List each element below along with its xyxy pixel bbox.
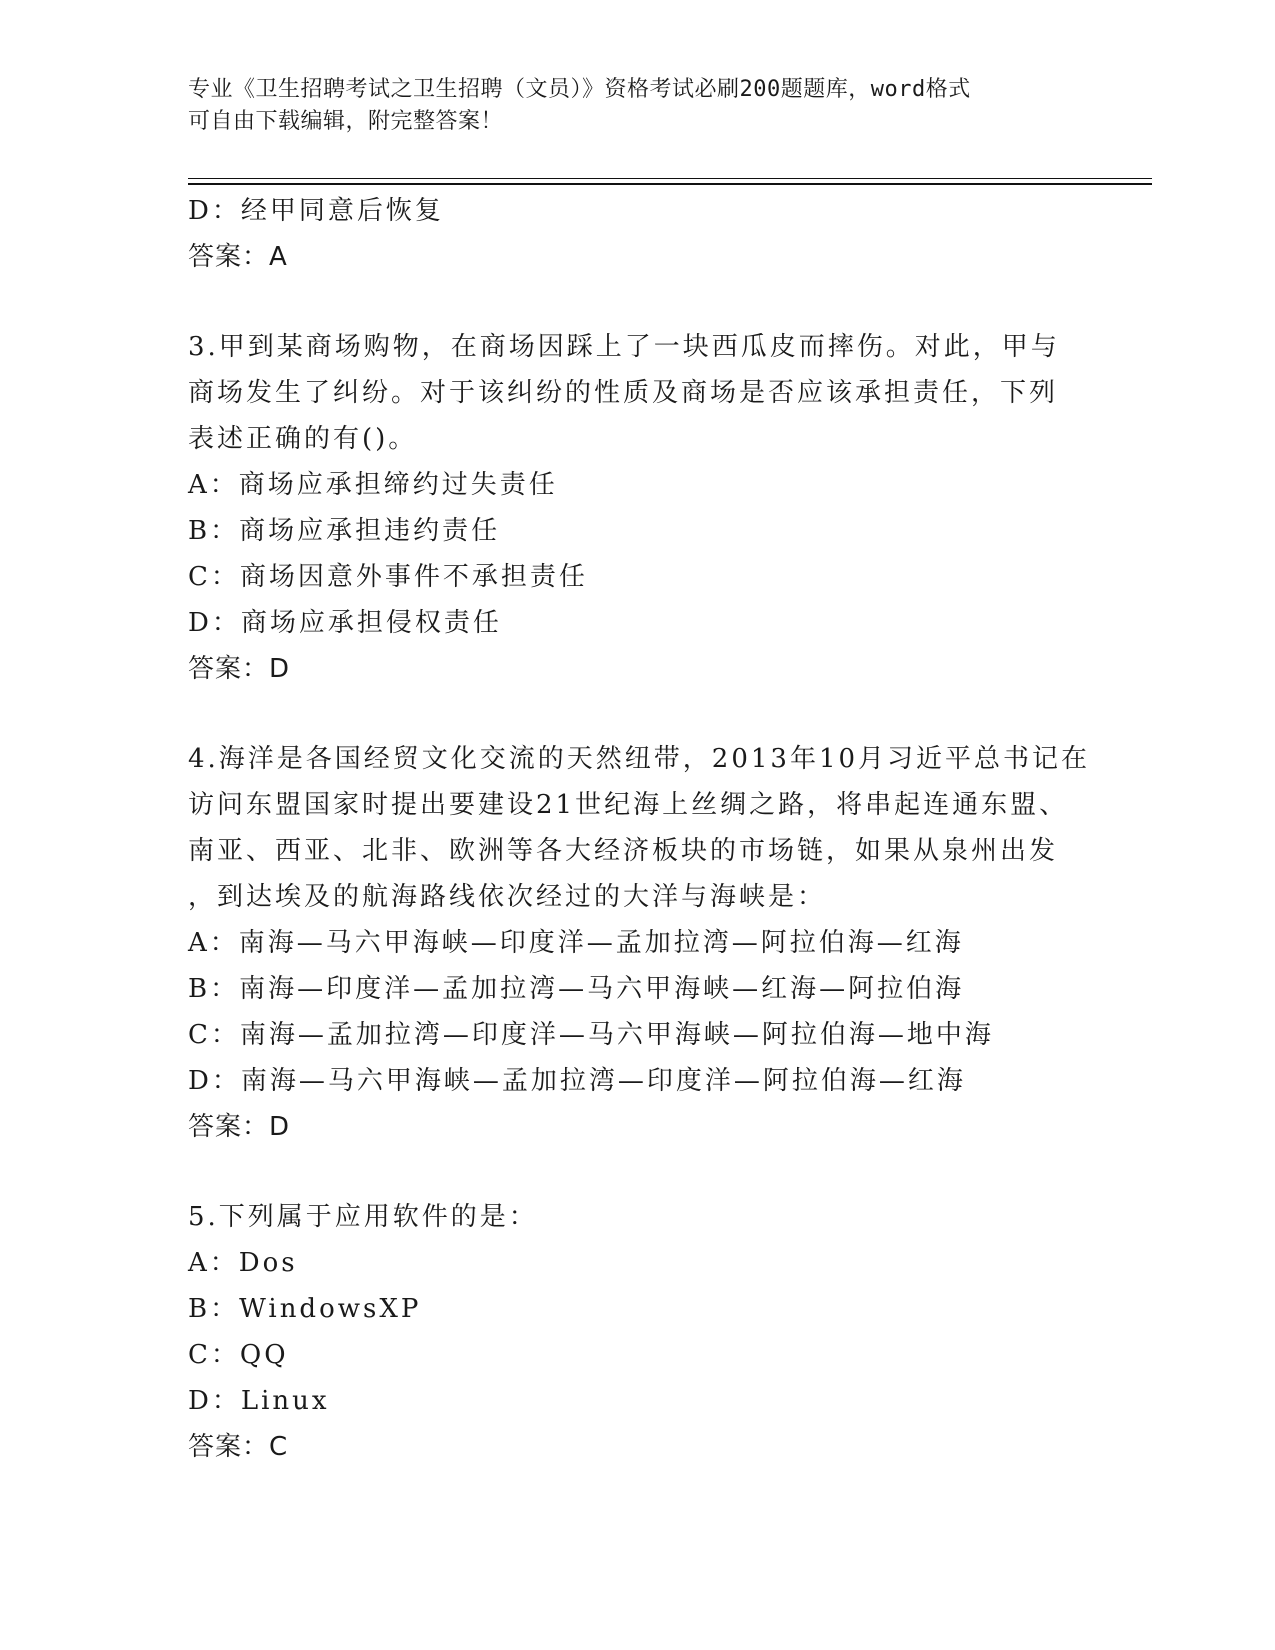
option-c: C：QQ	[188, 1340, 289, 1370]
question-stem-line: 南亚、西亚、北非、欧洲等各大经济板块的市场链，如果从泉州出发	[188, 836, 1059, 866]
question-stem-line: 4.海洋是各国经贸文化交流的天然纽带，2013年10月习近平总书记在	[188, 744, 1091, 774]
option-d: D：Linux	[188, 1386, 330, 1416]
spacer	[188, 692, 1088, 736]
answer-label: 答案：D	[188, 654, 291, 684]
question-4	[188, 736, 1091, 1150]
spacer	[188, 1150, 1088, 1194]
question-list	[188, 188, 1091, 1470]
question-stem-line: ，到达埃及的航海路线依次经过的大洋与海峡是：	[188, 882, 827, 912]
option-a: A：南海—马六甲海峡—印度洋—孟加拉湾—阿拉伯海—红海	[188, 928, 964, 958]
option-d: D：商场应承担侵权责任	[188, 608, 502, 638]
header-divider-thick	[188, 183, 1152, 185]
option-d: D：南海—马六甲海峡—孟加拉湾—印度洋—阿拉伯海—红海	[188, 1066, 966, 1096]
header-title-line-2: 可自由下载编辑，附完整答案！	[188, 109, 504, 134]
question-stem-line: 表述正确的有()。	[188, 424, 418, 454]
option-b: B：商场应承担违约责任	[188, 516, 501, 546]
option-a: A：Dos	[188, 1248, 298, 1278]
question-stem-line: 商场发生了纠纷。对于该纠纷的性质及商场是否应该承担责任，下列	[188, 378, 1059, 408]
option-d: D：经甲同意后恢复	[188, 196, 444, 226]
question-stem-line: 5.下列属于应用软件的是：	[188, 1202, 538, 1232]
option-b: B：南海—印度洋—孟加拉湾—马六甲海峡—红海—阿拉伯海	[188, 974, 965, 1004]
page-header	[188, 74, 1088, 138]
option-c: C：南海—孟加拉湾—印度洋—马六甲海峡—阿拉伯海—地中海	[188, 1020, 994, 1050]
header-title-line-1: 专业《卫生招聘考试之卫生招聘（文员）》资格考试必刷200题题库，word格式	[188, 77, 971, 102]
question-2-tail	[188, 188, 1088, 280]
answer-label: 答案：D	[188, 1112, 291, 1142]
answer-label: 答案：A	[188, 242, 288, 272]
spacer	[188, 280, 1088, 324]
option-b: B：WindowsXP	[188, 1294, 422, 1324]
option-c: C：商场因意外事件不承担责任	[188, 562, 588, 592]
question-stem-line: 3.甲到某商场购物，在商场因踩上了一块西瓜皮而摔伤。对此，甲与	[188, 332, 1060, 362]
header-divider-thin	[188, 178, 1152, 179]
question-5	[188, 1194, 1088, 1470]
answer-label: 答案：C	[188, 1432, 289, 1462]
question-stem-line: 访问东盟国家时提出要建设21世纪海上丝绸之路，将串起连通东盟、	[188, 790, 1069, 820]
question-3	[188, 324, 1088, 692]
option-a: A：商场应承担缔约过失责任	[188, 470, 558, 500]
